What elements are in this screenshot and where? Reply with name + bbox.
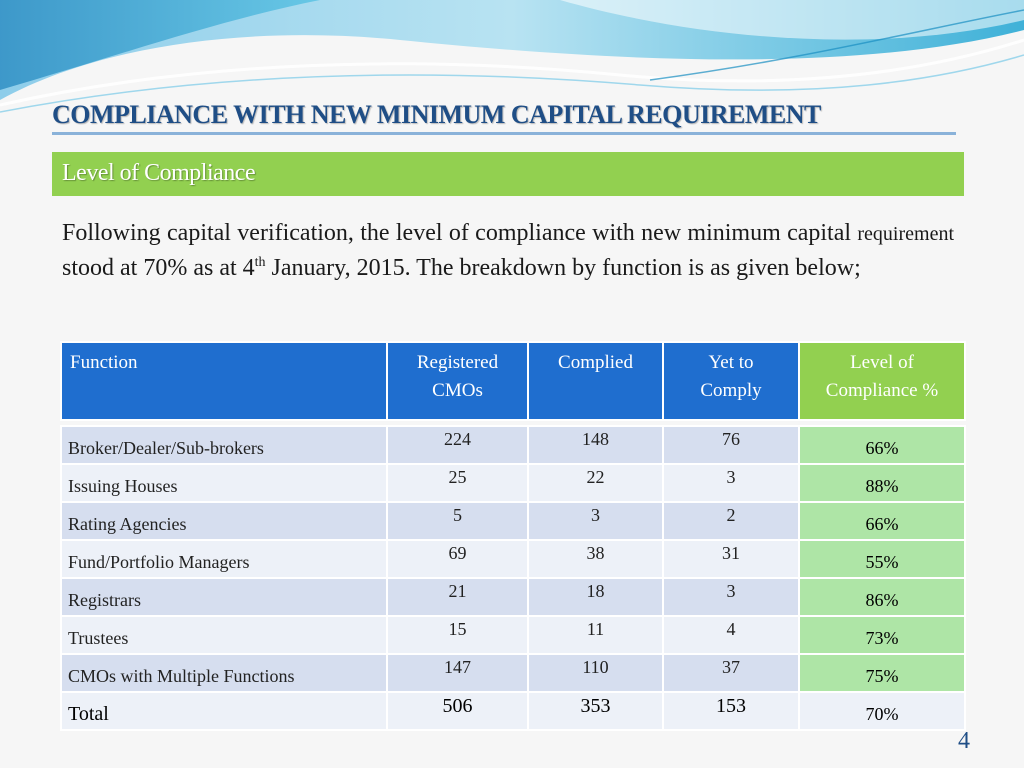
cell-yet-to-comply: 3 (663, 464, 799, 502)
cell-total-label: Total (61, 692, 387, 730)
cell-function: Rating Agencies (61, 502, 387, 540)
cell-registered: 5 (387, 502, 528, 540)
cell-registered: 224 (387, 426, 528, 464)
cell-level: 75% (799, 654, 965, 692)
cell-complied: 110 (528, 654, 663, 692)
cell-registered: 15 (387, 616, 528, 654)
cell-complied: 3 (528, 502, 663, 540)
table-row (61, 502, 965, 540)
subtitle-bar (52, 152, 964, 196)
cell-complied: 148 (528, 426, 663, 464)
subtitle: Level of Compliance (62, 160, 256, 186)
table-row (61, 654, 965, 692)
cell-level: 55% (799, 540, 965, 578)
cell-complied: 22 (528, 464, 663, 502)
header-complied: Complied (528, 342, 663, 420)
intro-paragraph (62, 216, 954, 285)
cell-function: Trustees (61, 616, 387, 654)
cell-level: 86% (799, 578, 965, 616)
cell-level: 66% (799, 502, 965, 540)
cell-registered: 147 (387, 654, 528, 692)
table-row (61, 578, 965, 616)
header-yet-line2: Comply (700, 380, 762, 401)
cell-yet-to-comply: 2 (663, 502, 799, 540)
header-yet-to-comply (663, 342, 799, 420)
header-level-line1: Level of (850, 352, 914, 373)
cell-function: Issuing Houses (61, 464, 387, 502)
header-registered-cmos (387, 342, 528, 420)
cell-function: Fund/Portfolio Managers (61, 540, 387, 578)
table-row (61, 464, 965, 502)
page-title: COMPLIANCE WITH NEW MINIMUM CAPITAL REQUIREMENT (52, 100, 821, 129)
cell-total-yet-to-comply: 153 (663, 692, 799, 730)
cell-complied: 38 (528, 540, 663, 578)
table-header-row (61, 342, 965, 420)
cell-complied: 11 (528, 616, 663, 654)
table-row (61, 616, 965, 654)
cell-registered: 21 (387, 578, 528, 616)
cell-yet-to-comply: 4 (663, 616, 799, 654)
table-row (61, 426, 965, 464)
header-yet-line1: Yet to (708, 352, 754, 373)
header-function: Function (61, 342, 387, 420)
cell-level: 73% (799, 616, 965, 654)
title-underline (52, 132, 956, 135)
header-level-of-compliance (799, 342, 965, 420)
cell-yet-to-comply: 3 (663, 578, 799, 616)
intro-text-small-word: requirement (857, 223, 954, 245)
cell-function: CMOs with Multiple Functions (61, 654, 387, 692)
intro-text-part1: Following capital verification, the level of compliance with new minimum capital (62, 220, 852, 246)
page-number: 4 (958, 728, 970, 754)
cell-complied: 18 (528, 578, 663, 616)
intro-superscript: th (254, 255, 266, 270)
cell-total-level: 70% (799, 692, 965, 730)
cell-yet-to-comply: 31 (663, 540, 799, 578)
cell-yet-to-comply: 76 (663, 426, 799, 464)
cell-yet-to-comply: 37 (663, 654, 799, 692)
intro-text-part2: stood at 70% as at 4 (62, 255, 255, 281)
cell-function: Broker/Dealer/Sub-brokers (61, 426, 387, 464)
header-level-line2: Compliance % (825, 380, 939, 401)
cell-total-complied: 353 (528, 692, 663, 730)
table-total-row (61, 692, 965, 730)
table-row (61, 540, 965, 578)
header-registered-line2: CMOs (432, 380, 483, 401)
cell-total-registered: 506 (387, 692, 528, 730)
compliance-table (60, 341, 966, 731)
cell-registered: 25 (387, 464, 528, 502)
intro-text-part3: January, 2015. The breakdown by function is as given below; (271, 255, 861, 281)
cell-level: 88% (799, 464, 965, 502)
cell-registered: 69 (387, 540, 528, 578)
cell-function: Registrars (61, 578, 387, 616)
header-registered-line1: Registered (416, 352, 499, 373)
cell-level: 66% (799, 426, 965, 464)
